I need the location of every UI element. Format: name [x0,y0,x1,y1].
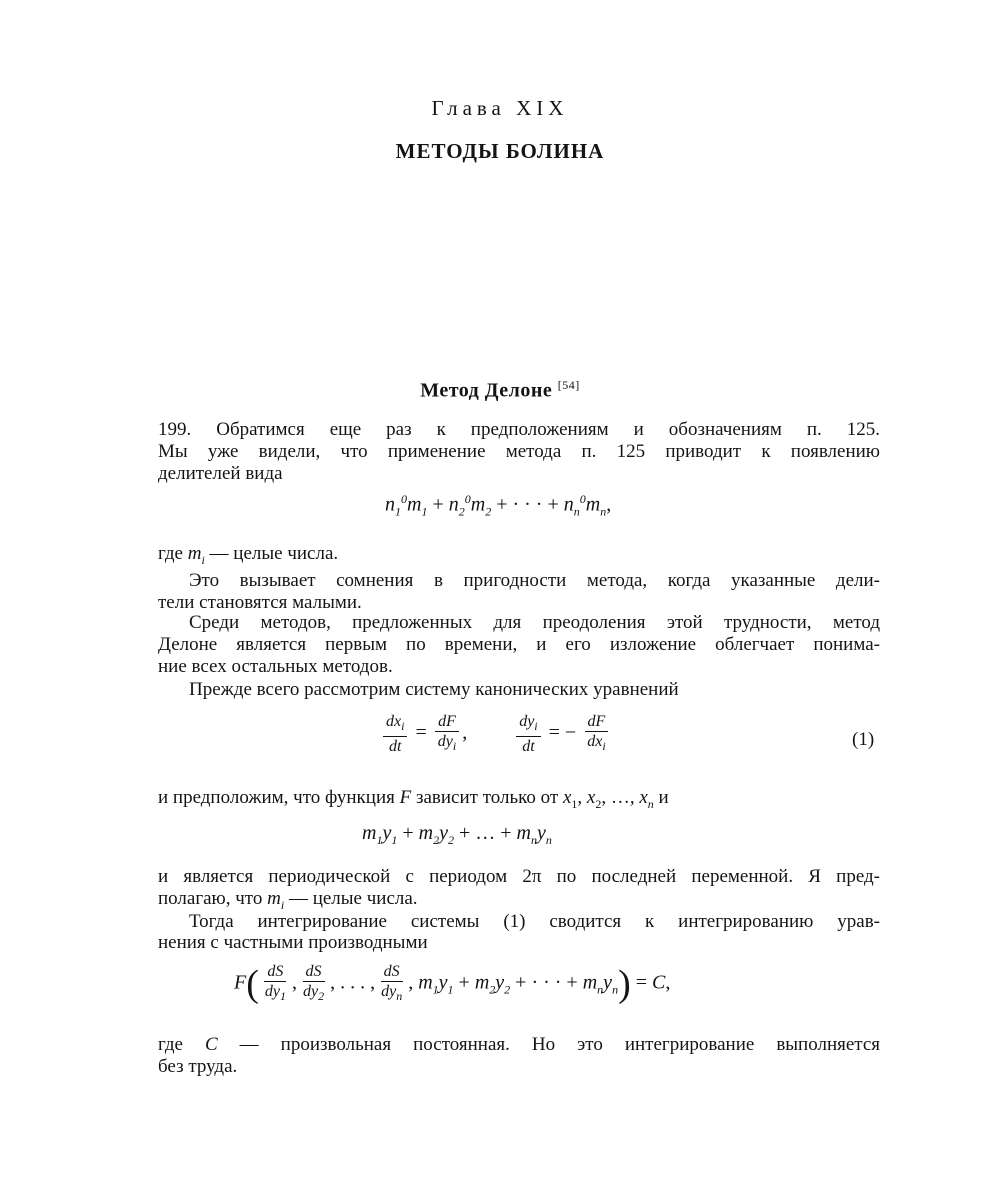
then-line-1: Тогда интегрирование системы (1) сводится к интегрированию урав- [189,911,880,932]
where-mi-line: где $m_i$ — целые числа. [158,543,339,567]
doubt-line-2: тели становятся малыми. [158,592,362,613]
periodic-l2-pre: полагаю, что [158,888,263,909]
assume-post: зависит только от [415,787,559,808]
section-reference: [54] [557,378,580,392]
among-line-1: Среди методов, предложенных для преодоления этой трудности, метод [189,612,880,633]
constant-l1-post: — произвольная постоянная. Но это интегрирование выполняется [239,1034,881,1055]
among-line-3: ние всех остальных методов. [158,656,393,677]
constant-line-1: где C — произвольная постоянная. Но это интегрирование выполняется [158,1034,881,1055]
periodic-l2-post: — целые числа. [288,888,418,909]
then-line-2: нения с частными производными [158,932,428,953]
chapter-label: Глава XIX [431,96,569,120]
formula-canonical-equations: $\frac{dx_i}{dt}$ = $\frac{dF}{dy_i}$ , $\frac{dy_i}{dt}$ = − $\frac{dF}{dx_i}$ [380,712,612,756]
paragraph-199-line-3: делителей вида [158,463,283,484]
periodic-line-1: и является периодической с периодом 2π по последней переменной. Я пред- [158,866,880,887]
constant-l1-pre: где [158,1034,183,1055]
formula-linear-combination: $m_1y_1 + m_2y_2$ + … + $m_ny_n$ [362,822,552,847]
first-line-1: Прежде всего рассмотрим систему канонических уравнений [189,679,679,700]
periodic-line-2: полагаю, что $m_i$ — целые числа. [158,888,418,912]
equation-number: (1) [852,729,875,750]
paragraph-199-line-1: 199. Обратимся еще раз к предположениям и обозначениям п. 125. [158,419,880,440]
chapter-title: МЕТОДЫ БОЛИНА [395,139,605,163]
where-mi-pre: где [158,543,183,564]
constant-line-2: без труда. [158,1056,238,1077]
assume-pre: и предположим, что функция [158,787,395,808]
formula-divisors: $n_1^0m_1 + n_2^0m_2$ + · · · + $n_n^0m_n$, [385,492,612,519]
assume-line: и предположим, что функция F зависит только от $x_1$, $x_2$, …, $x_n$ и [158,787,669,811]
where-mi-post: — целые числа. [209,543,339,564]
section-title-text: Метод Делоне [420,379,553,402]
section-title [0,378,1000,403]
among-line-2: Делоне является первым по времени, и его изложение облегчает понима- [158,634,880,655]
paragraph-199-line-2: Мы уже видели, что применение метода п. 125 приводит к появлению [158,441,880,462]
doubt-line-1: Это вызывает сомнения в пригодности метода, когда указанные дели- [189,570,880,591]
formula-partial-differential: F( $\frac{dS}{dy_1}$ , $\frac{dS}{dy_2}$ , . . . , $\frac{dS}{dy_n}$ , $m_1y_1 + m_2y_2$ + · · · + $m_ny_n) = C$, [234,963,671,1006]
